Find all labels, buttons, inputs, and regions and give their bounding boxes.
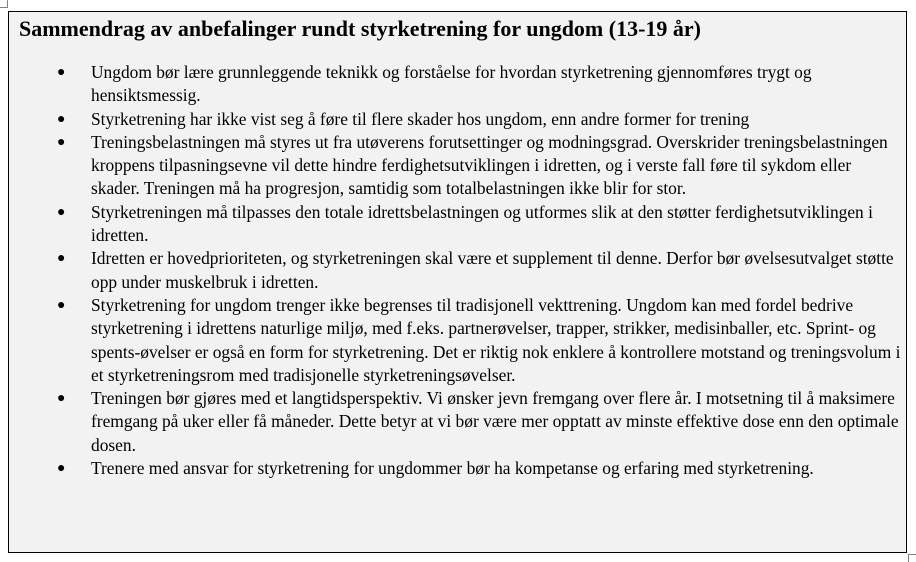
- bullet-icon: ●: [57, 461, 66, 477]
- list-item: [9, 457, 908, 480]
- corner-crop-mark-top-left: [0, 0, 8, 8]
- summary-text-box[interactable]: [8, 11, 907, 553]
- list-item: [9, 108, 908, 131]
- list-item: [9, 61, 908, 108]
- bullet-icon: ●: [57, 204, 66, 220]
- list-item: [9, 201, 908, 248]
- bullet-icon: ●: [57, 134, 66, 150]
- bullet-icon: ●: [57, 391, 66, 407]
- summary-title: Sammendrag av anbefalinger rundt styrketrening for ungdom (13-19 år): [19, 16, 701, 41]
- list-item-text: Treningen bør gjøres med et langtidsperspektiv. Vi ønsker jevn fremgang over flere år. I motsetning til å maksimere fremgang på uker eller få måneder. Dette betyr at vi bør være mer opptatt av minste effektive dose enn den optimale dosen.: [91, 388, 899, 455]
- list-item: [9, 247, 908, 294]
- bullet-icon: ●: [57, 251, 66, 267]
- corner-crop-mark-bottom-right: [908, 554, 916, 562]
- list-item-text: Idretten er hovedprioriteten, og styrketreningen skal være et supplement til denne. Derfor bør øvelsesutvalget støtte opp under muskelbruk i idretten.: [91, 248, 894, 292]
- list-item: [9, 131, 908, 201]
- list-item: [9, 294, 908, 387]
- list-item-text: Treningsbelastningen må styres ut fra utøverens forutsettinger og modningsgrad. Overskrider treningsbelastningen kroppens tilpasningsevne vil dette hindre ferdighetsutviklingen i idretten, og i verste fall føre til sykdom eller skader. Treningen må ha progresjon, samtidig som totalbelastningen ikke blir for stor.: [91, 131, 888, 199]
- list-item-text: Styrketrening har ikke vist seg å føre til flere skader hos ungdom, enn andre former for trening: [91, 108, 750, 129]
- list-item-text: Trenere med ansvar for styrketrening for ungdommer bør ha kompetanse og erfaring med styrketrening.: [91, 458, 814, 479]
- list-item-text: Styrketreningen må tilpasses den totale idrettsbelastningen og utformes slik at den støtter ferdighetsutviklingen i idretten.: [91, 201, 873, 246]
- bullet-icon: ●: [57, 297, 66, 313]
- recommendation-list: [9, 61, 908, 480]
- list-item-text: Ungdom bør lære grunnleggende teknikk og forståelse for hvordan styrketrening gjennomføres trygt og hensiktsmessig.: [91, 62, 812, 106]
- bullet-icon: ●: [57, 65, 66, 80]
- bullet-icon: ●: [57, 111, 66, 127]
- list-item-text: Styrketrening for ungdom trenger ikke begrenses til tradisjonell vekttrening. Ungdom kan med fordel bedrive styrketrening i idrettens naturlige miljø, med f.eks. partnerøvelser, trapper, strikker, medisinballer, etc. Sprint- og spents-øvelser er også en form for styrketrening. Det er riktig nok enklere å kontrollere motstand og treningsvolum i et styrketreningsrom med tradisjonelle styrketreningsøvelser.: [91, 294, 901, 385]
- list-item: [9, 387, 908, 457]
